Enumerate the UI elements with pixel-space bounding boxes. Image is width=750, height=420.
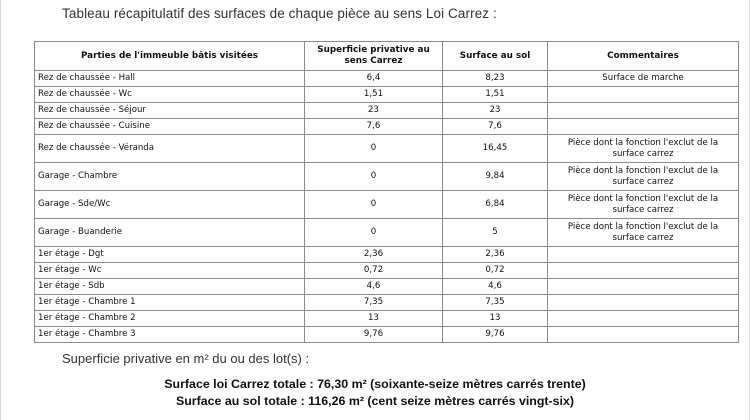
- carrez-surface-cell: 7,35: [305, 295, 443, 311]
- floor-surface-cell: 1,51: [443, 87, 548, 103]
- page-title: Tableau récapitulatif des surfaces de chaque pièce au sens Loi Carrez :: [62, 6, 497, 21]
- comment-cell: [548, 87, 739, 103]
- comment-cell: [548, 295, 739, 311]
- superficie-privative-label: Superficie privative en m² du ou des lot(s) :: [62, 351, 310, 366]
- room-name-cell: 1er étage - Chambre 1: [35, 295, 305, 311]
- table-row: [35, 295, 739, 311]
- carrez-surface-cell: 4,6: [305, 279, 443, 295]
- page-edge-left: [0, 0, 1, 420]
- room-name-cell: 1er étage - Dgt: [35, 247, 305, 263]
- comment-cell: Pièce dont la fonction l'exclut de la surface carrez: [548, 163, 739, 191]
- room-name-cell: 1er étage - Wc: [35, 263, 305, 279]
- carrez-surface-cell: 0: [305, 163, 443, 191]
- sol-total: Surface au sol totale : 116,26 m² (cent seize mètres carrés vingt-six): [175, 394, 575, 408]
- floor-surface-cell: 2,36: [443, 247, 548, 263]
- comment-cell: [548, 279, 739, 295]
- carrez-surface-cell: 0: [305, 135, 443, 163]
- room-name-cell: 1er étage - Chambre 3: [35, 327, 305, 343]
- comment-cell: [548, 119, 739, 135]
- table-row: [35, 327, 739, 343]
- carrez-surface-cell: 7,6: [305, 119, 443, 135]
- carrez-surface-cell: 6,4: [305, 71, 443, 87]
- carrez-total: Surface loi Carrez totale : 76,30 m² (soixante-seize mètres carrés trente): [164, 377, 586, 391]
- floor-surface-cell: 9,76: [443, 327, 548, 343]
- floor-surface-cell: 7,35: [443, 295, 548, 311]
- floor-surface-cell: 13: [443, 311, 548, 327]
- room-name-cell: 1er étage - Chambre 2: [35, 311, 305, 327]
- carrez-surface-cell: 13: [305, 311, 443, 327]
- table-row: [35, 135, 739, 163]
- room-name-cell: Rez de chaussée - Hall: [35, 71, 305, 87]
- carrez-surface-cell: 0: [305, 219, 443, 247]
- floor-surface-cell: 6,84: [443, 191, 548, 219]
- room-name-cell: Rez de chaussée - Véranda: [35, 135, 305, 163]
- table-row: [35, 103, 739, 119]
- header-commentaires: Commentaires: [548, 42, 739, 71]
- floor-surface-cell: 4,6: [443, 279, 548, 295]
- room-name-cell: Rez de chaussée - Séjour: [35, 103, 305, 119]
- comment-cell: Pièce dont la fonction l'exclut de la surface carrez: [548, 191, 739, 219]
- table-row: [35, 163, 739, 191]
- floor-surface-cell: 9,84: [443, 163, 548, 191]
- table-row: [35, 119, 739, 135]
- floor-surface-cell: 7,6: [443, 119, 548, 135]
- surfaces-table: [34, 41, 739, 343]
- table-row: [35, 71, 739, 87]
- room-name-cell: Rez de chaussée - Wc: [35, 87, 305, 103]
- floor-surface-cell: 8,23: [443, 71, 548, 87]
- carrez-surface-cell: 23: [305, 103, 443, 119]
- table-row: [35, 87, 739, 103]
- comment-cell: [548, 263, 739, 279]
- floor-surface-cell: 0,72: [443, 263, 548, 279]
- carrez-surface-cell: 0,72: [305, 263, 443, 279]
- table-row: [35, 247, 739, 263]
- comment-cell: [548, 311, 739, 327]
- carrez-surface-cell: 0: [305, 191, 443, 219]
- room-name-cell: Garage - Chambre: [35, 163, 305, 191]
- comment-cell: Pièce dont la fonction l'exclut de la surface carrez: [548, 219, 739, 247]
- comment-cell: Pièce dont la fonction l'exclut de la surface carrez: [548, 135, 739, 163]
- comment-cell: [548, 327, 739, 343]
- comment-cell: Surface de marche: [548, 71, 739, 87]
- table-row: [35, 191, 739, 219]
- table-row: [35, 311, 739, 327]
- table-header-row: [35, 42, 739, 71]
- table-row: [35, 219, 739, 247]
- table-body: [35, 71, 739, 343]
- comment-cell: [548, 103, 739, 119]
- carrez-surface-cell: 1,51: [305, 87, 443, 103]
- table-row: [35, 263, 739, 279]
- header-superficie-carrez: Superficie privative au sens Carrez: [305, 42, 443, 71]
- room-name-cell: Rez de chaussée - Cuisine: [35, 119, 305, 135]
- comment-cell: [548, 247, 739, 263]
- floor-surface-cell: 5: [443, 219, 548, 247]
- room-name-cell: Garage - Buanderie: [35, 219, 305, 247]
- table-row: [35, 279, 739, 295]
- floor-surface-cell: 23: [443, 103, 548, 119]
- header-surface-sol: Surface au sol: [443, 42, 548, 71]
- header-parties: Parties de l'immeuble bâtis visitées: [35, 42, 305, 71]
- floor-surface-cell: 16,45: [443, 135, 548, 163]
- room-name-cell: Garage - Sde/Wc: [35, 191, 305, 219]
- carrez-surface-cell: 2,36: [305, 247, 443, 263]
- carrez-surface-cell: 9,76: [305, 327, 443, 343]
- room-name-cell: 1er étage - Sdb: [35, 279, 305, 295]
